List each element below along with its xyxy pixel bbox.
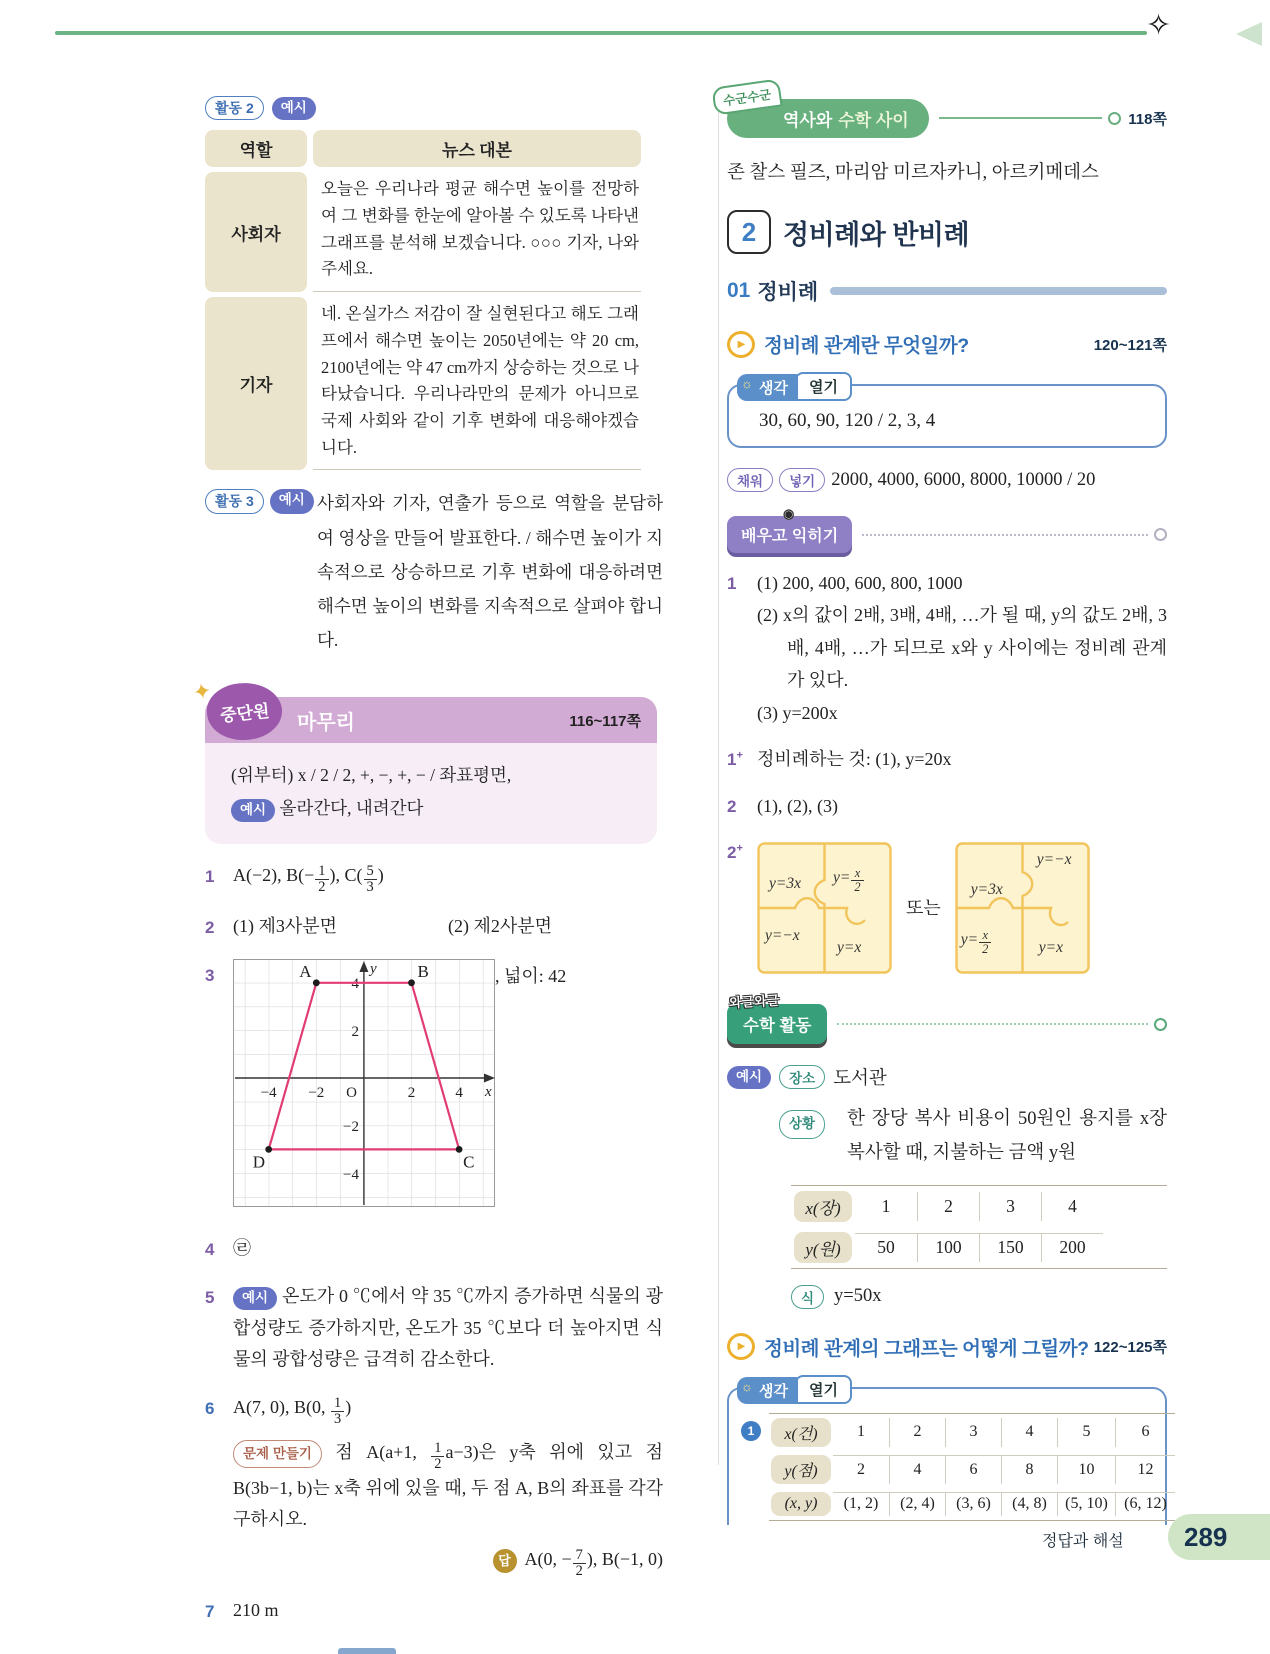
or-word: 또는	[906, 897, 941, 918]
problem-number: 6	[205, 1398, 215, 1418]
fill-in-row	[727, 468, 1167, 492]
page-number: 289	[1184, 1521, 1228, 1552]
answer-line: 답 A(0, − $\frac{7}{2}$ ), B(−1, 0)	[233, 1544, 663, 1579]
play-icon: ▶	[727, 1333, 755, 1360]
news-script-table	[205, 130, 641, 470]
fraction: $\frac{x}{2}$	[850, 867, 864, 894]
fraction: $\frac{1}{3}$	[330, 1396, 345, 1427]
table-cell: 150	[979, 1233, 1041, 1262]
puzzle2-tr: y=−x	[1036, 851, 1072, 869]
problem-number: 2+	[727, 842, 743, 863]
svg-text:−4: −4	[343, 1166, 359, 1183]
table-row-script: 네. 온실가스 저감이 잘 실현된다고 해도 그래프에서 해수면 높이는 2050년에는 약 20 cm, 2100년에는 약 47 cm까지 상승하는 것으로 나타났습니다. 우리나라만의 문제가 아니므로 국제 사회와 같이 기후 변화에 대응해야겠습니다.	[313, 297, 641, 470]
table-cell: 4	[889, 1455, 945, 1484]
problem-number: 7	[205, 1602, 215, 1622]
example-badge: 예시	[272, 97, 316, 120]
review-answers	[205, 743, 657, 844]
table-cell: 200	[1041, 1233, 1103, 1262]
play-icon: ▶	[727, 331, 755, 358]
puzzle2-br: y=x	[1038, 939, 1063, 957]
question-2-row	[727, 1333, 1167, 1361]
review-title: 마무리	[297, 711, 355, 734]
math-activity-badge: 와글와글 수학 활동	[727, 1004, 827, 1044]
lp1-b: (2) x의 값이 2배, 3배, 4배, …가 될 때, y의 값도 2배, 3배, 4배, …가 되므로 x와 y 사이에는 정비례 관계가 있다.	[757, 605, 1167, 691]
chapter-title: 정비례와 반비례	[783, 219, 970, 250]
table-cell: 1	[857, 1423, 865, 1441]
svg-text:4: 4	[455, 1084, 463, 1101]
learn-problem-1-plus	[727, 743, 1167, 776]
table-cell: 50	[855, 1233, 917, 1262]
svg-text:−2: −2	[308, 1084, 325, 1101]
svg-text:A: A	[299, 961, 312, 981]
table-cell: (4, 8)	[1001, 1492, 1057, 1516]
puzzle-answer-row	[757, 842, 1167, 974]
formula-badge: 식	[791, 1285, 824, 1309]
question-1-row	[727, 330, 1167, 358]
place-answer: 도서관	[833, 1069, 887, 1090]
history-page-ref: 118쪽	[1128, 110, 1167, 128]
learn-practice-badge: ◉ 배우고 익히기	[727, 516, 852, 553]
open-tab-label: 열기	[795, 1375, 852, 1404]
think-open-tab	[737, 1375, 852, 1404]
problem-2	[205, 911, 663, 943]
lp2-answer: (1), (2), (3)	[757, 795, 838, 816]
corner-arrow-icon	[1236, 22, 1262, 46]
question-2-title: 정비례 관계의 그래프는 어떻게 그릴까?	[764, 1337, 1089, 1360]
svg-text:D: D	[252, 1152, 265, 1172]
svg-text:O: O	[346, 1084, 357, 1101]
problem-2a: (1) 제3사분면	[233, 916, 338, 937]
table-row-script: 오늘은 우리나라 평균 해수면 높이를 전망하여 그 변화를 한눈에 알아볼 수 있도록 나타낸 그래프를 분석해 보겠습니다. ○○○ 기자, 나와 주세요.	[313, 172, 641, 292]
problem-number: 4	[205, 1240, 215, 1260]
subunit-review-box	[190, 677, 657, 844]
think-tab-label: ☼ 생각	[737, 374, 798, 401]
table-row-header: x(건)	[771, 1418, 831, 1447]
problem-5-answer: 온도가 0 ℃에서 약 35 ℃까지 증가하면 식물의 광합성량도 증가하지만, 온도가 35 ℃보다 더 높아지면 식물의 광합성량은 급격히 감소한다.	[233, 1286, 663, 1370]
table-cell: 12	[1115, 1455, 1175, 1484]
problem-4	[205, 1233, 663, 1265]
problem-number: 1	[205, 866, 215, 886]
lp1-a: (1) 200, 400, 600, 800, 1000	[757, 573, 963, 593]
fraction: $\frac{x}{2}$	[978, 929, 992, 956]
table-cell: 3	[945, 1418, 1001, 1447]
fraction: $\frac{7}{2}$	[572, 1548, 587, 1579]
problem-6	[205, 1392, 663, 1579]
dotted-rule	[837, 1023, 1148, 1025]
problem-number: 3	[205, 965, 215, 985]
puzzle2-tl: y=3x	[970, 881, 1003, 899]
problem-2b: (2) 제2사분면	[448, 916, 553, 937]
learn-problem-2-plus	[727, 836, 1167, 974]
table-cell: (2, 4)	[889, 1492, 945, 1516]
problem-1-answer: A(−2), B(− $\frac{1}{2}$ ), C( $\frac{5}{3}$ )	[233, 862, 384, 895]
puzzle2-bl: y= $\frac{x}{2}$	[961, 926, 993, 956]
section-title-row	[727, 276, 1167, 306]
line-end-circle-icon	[1108, 112, 1121, 125]
table-cell: 2	[889, 1418, 945, 1447]
review-line1: (위부터) x / 2 / 2, +, −, +, − / 좌표평면,	[231, 765, 512, 786]
think-open-answer: 30, 60, 90, 120 / 2, 3, 4	[759, 410, 936, 431]
footer-label: 정답과 해설	[1042, 1533, 1124, 1550]
cloud-sparkle-icon: ✦	[190, 677, 214, 706]
problem-1	[205, 860, 663, 895]
fraction: $\frac{1}{2}$	[430, 1441, 445, 1472]
eye-icon: ◉	[783, 506, 795, 521]
table-cell: 5	[1057, 1418, 1115, 1447]
svg-text:2: 2	[351, 1023, 359, 1040]
example-badge: 예시	[270, 489, 314, 513]
bottom-edge-mark	[338, 1648, 396, 1654]
svg-text:2: 2	[407, 1084, 416, 1101]
table-cell: (3, 6)	[945, 1492, 1001, 1516]
table-row-header: (x, y)	[771, 1492, 831, 1516]
example-badge: 예시	[727, 1066, 771, 1089]
activity3-badge: 활동 3	[205, 489, 264, 513]
problem-6-answer: A(7, 0), B(0, $\frac{1}{3}$ )	[233, 1394, 352, 1427]
formula-text: y=50x	[834, 1286, 882, 1307]
table-row-header: y(원)	[794, 1232, 852, 1263]
right-column	[722, 87, 1167, 1525]
question-1-pages: 120~121쪽	[1093, 336, 1167, 354]
chapter-title-row	[727, 210, 1167, 254]
puzzle-1	[757, 842, 892, 974]
situation-text: 한 장당 복사 비용이 50원인 용지를 x장 복사할 때, 지불하는 금액 y원	[847, 1109, 1167, 1164]
table-cell: 1	[881, 1195, 891, 1216]
activity2-badge: 활동 2	[205, 96, 264, 120]
history-math-pill: 수군수군 역사와 수학 사이	[727, 99, 929, 138]
formula-row	[791, 1285, 1167, 1309]
problem-number: 2	[727, 796, 737, 816]
coordinate-figure	[233, 960, 495, 1211]
learn-problem-1	[727, 567, 1167, 729]
header-rule	[939, 117, 1103, 119]
table-cell: 10	[1057, 1455, 1115, 1484]
xy-pairs-table	[769, 1413, 1175, 1521]
table-row-header: x(장)	[794, 1191, 852, 1222]
activity2-header	[205, 96, 663, 120]
history-answer: 존 찰스 필즈, 마리암 미르자카니, 아르키메데스	[727, 163, 1099, 183]
problem-number: 2	[205, 918, 215, 938]
coordinate-figure-svg	[233, 959, 495, 1207]
puzzle1-tr: y= $\frac{x}{2}$	[833, 864, 865, 894]
chapter-number-box: 2	[727, 210, 771, 254]
lp1-c: (3) y=200x	[757, 702, 838, 723]
review-line2: 올라간다, 내려간다	[279, 798, 424, 819]
problem-number: 1	[727, 574, 737, 593]
make-problem: 문제 만들기 점 A(a+1, $\frac{1}{2}$ a−3)은 y축 위에 있고 점 B(3b−1, b)는 x축 위에 있을 때, 두 점 A, B의 좌표를 각각 구하시오.	[233, 1440, 663, 1530]
svg-text:B: B	[417, 961, 429, 981]
problem-4-answer: ㉣	[233, 1238, 251, 1259]
think-open-box-2	[727, 1378, 1167, 1525]
svg-text:y: y	[370, 960, 377, 977]
learn-practice-header	[727, 506, 1167, 553]
place-badge: 장소	[779, 1065, 825, 1089]
area-note: , 넓이: 42	[495, 965, 567, 986]
column-divider	[718, 95, 719, 1465]
example-badge: 예시	[231, 799, 275, 822]
puzzle1-br: y=x	[837, 939, 862, 957]
question-1-title: 정비례 관계란 무엇일까?	[764, 335, 969, 357]
question-2-pages: 122~125쪽	[1093, 1339, 1167, 1357]
dotted-rule	[862, 534, 1148, 536]
table-header-script: 뉴스 대본	[313, 130, 641, 167]
puzzle1-tl: y=3x	[769, 875, 801, 893]
table-row-header: y(점)	[771, 1455, 831, 1484]
math-activity-header	[727, 992, 1167, 1044]
think-tab-label: ☼ 생각	[737, 1377, 798, 1404]
make-problem-badge: 문제 만들기	[233, 1440, 322, 1468]
line-end-circle-icon	[1154, 528, 1167, 541]
table-cell: 8	[1001, 1455, 1057, 1484]
item-number-circle: 1	[741, 1421, 761, 1441]
problem-number: 5	[205, 1288, 215, 1308]
history-math-header	[722, 87, 1167, 140]
left-column	[190, 96, 663, 1627]
problem-7-answer: 210 m	[233, 1600, 279, 1621]
section-bar	[830, 287, 1167, 295]
subunit-cloud-badge: 중단원	[204, 679, 285, 744]
answer-badge: 답	[493, 1549, 517, 1573]
fill-badge-2: 넣기	[779, 468, 825, 492]
table-cell: 4	[1041, 1192, 1103, 1221]
situation-row	[727, 1102, 1167, 1170]
svg-text:C: C	[463, 1152, 475, 1172]
table-header-role: 역할	[205, 130, 307, 167]
table-cell: 3	[979, 1192, 1041, 1221]
table-cell: (1, 2)	[833, 1492, 889, 1516]
problem-number: 1+	[727, 749, 743, 769]
review-header	[190, 677, 657, 743]
table-cell: (6, 12)	[1115, 1492, 1175, 1516]
whisper-bubble: 수군수군	[711, 78, 783, 115]
problem-5	[205, 1281, 663, 1376]
place-row	[727, 1064, 1167, 1090]
puzzle-2	[955, 842, 1090, 974]
line-end-circle-icon	[1154, 1018, 1167, 1031]
page-number-box	[1168, 1514, 1270, 1560]
table-cell: 6	[945, 1455, 1001, 1484]
svg-text:−2: −2	[343, 1118, 359, 1135]
bulb-icon: ☼	[741, 1378, 753, 1394]
example-badge: 예시	[233, 1287, 277, 1310]
top-rule	[55, 31, 1147, 35]
think-open-box-1	[727, 376, 1167, 448]
activity3-text: 사회자와 기자, 연출가 등으로 역할을 분담하여 영상을 만들어 발표한다. / 해수면 높이가 지속적으로 상승하므로 기후 변화에 대응하려면 해수면 높이의 변화를 지속적으로 살펴야 합니다.	[317, 493, 663, 650]
lp1plus-answer: 정비례하는 것: (1), y=20x	[757, 748, 952, 769]
sparkle-icon: ✧	[1146, 9, 1172, 42]
svg-text:−4: −4	[260, 1084, 277, 1101]
table-row-role: 기자	[205, 297, 307, 470]
situation-badge: 상황	[779, 1110, 825, 1139]
learn-problem-2	[727, 790, 1167, 823]
copy-cost-table	[791, 1185, 1167, 1269]
table-cell: 4	[1001, 1418, 1057, 1447]
table-cell: 6	[1115, 1418, 1175, 1447]
fraction: $\frac{5}{3}$	[363, 864, 378, 895]
chatter-label: 와글와글	[728, 992, 780, 1011]
table-cell: 2	[833, 1455, 889, 1484]
fraction: $\frac{1}{2}$	[314, 864, 329, 895]
bulb-icon: ☼	[741, 376, 753, 391]
table-row-role: 사회자	[205, 172, 307, 292]
problem-3	[205, 959, 663, 1218]
section-number: 01	[727, 279, 751, 302]
review-page-range: 116~117쪽	[569, 712, 641, 730]
activity3-answer	[205, 486, 663, 657]
think-open-tab	[737, 372, 852, 401]
table-cell: 100	[917, 1233, 979, 1262]
svg-text:x: x	[485, 1083, 492, 1100]
problem-7	[205, 1595, 663, 1627]
open-tab-label: 열기	[795, 372, 852, 401]
table-cell: 2	[917, 1192, 979, 1221]
table-cell: (5, 10)	[1057, 1492, 1115, 1516]
fill-answer: 2000, 4000, 6000, 8000, 10000 / 20	[831, 469, 1096, 490]
fill-badge-1: 채워	[727, 468, 773, 492]
svg-text:4: 4	[351, 975, 359, 992]
section-title: 정비례	[757, 281, 819, 304]
puzzle1-bl: y=−x	[765, 927, 800, 945]
